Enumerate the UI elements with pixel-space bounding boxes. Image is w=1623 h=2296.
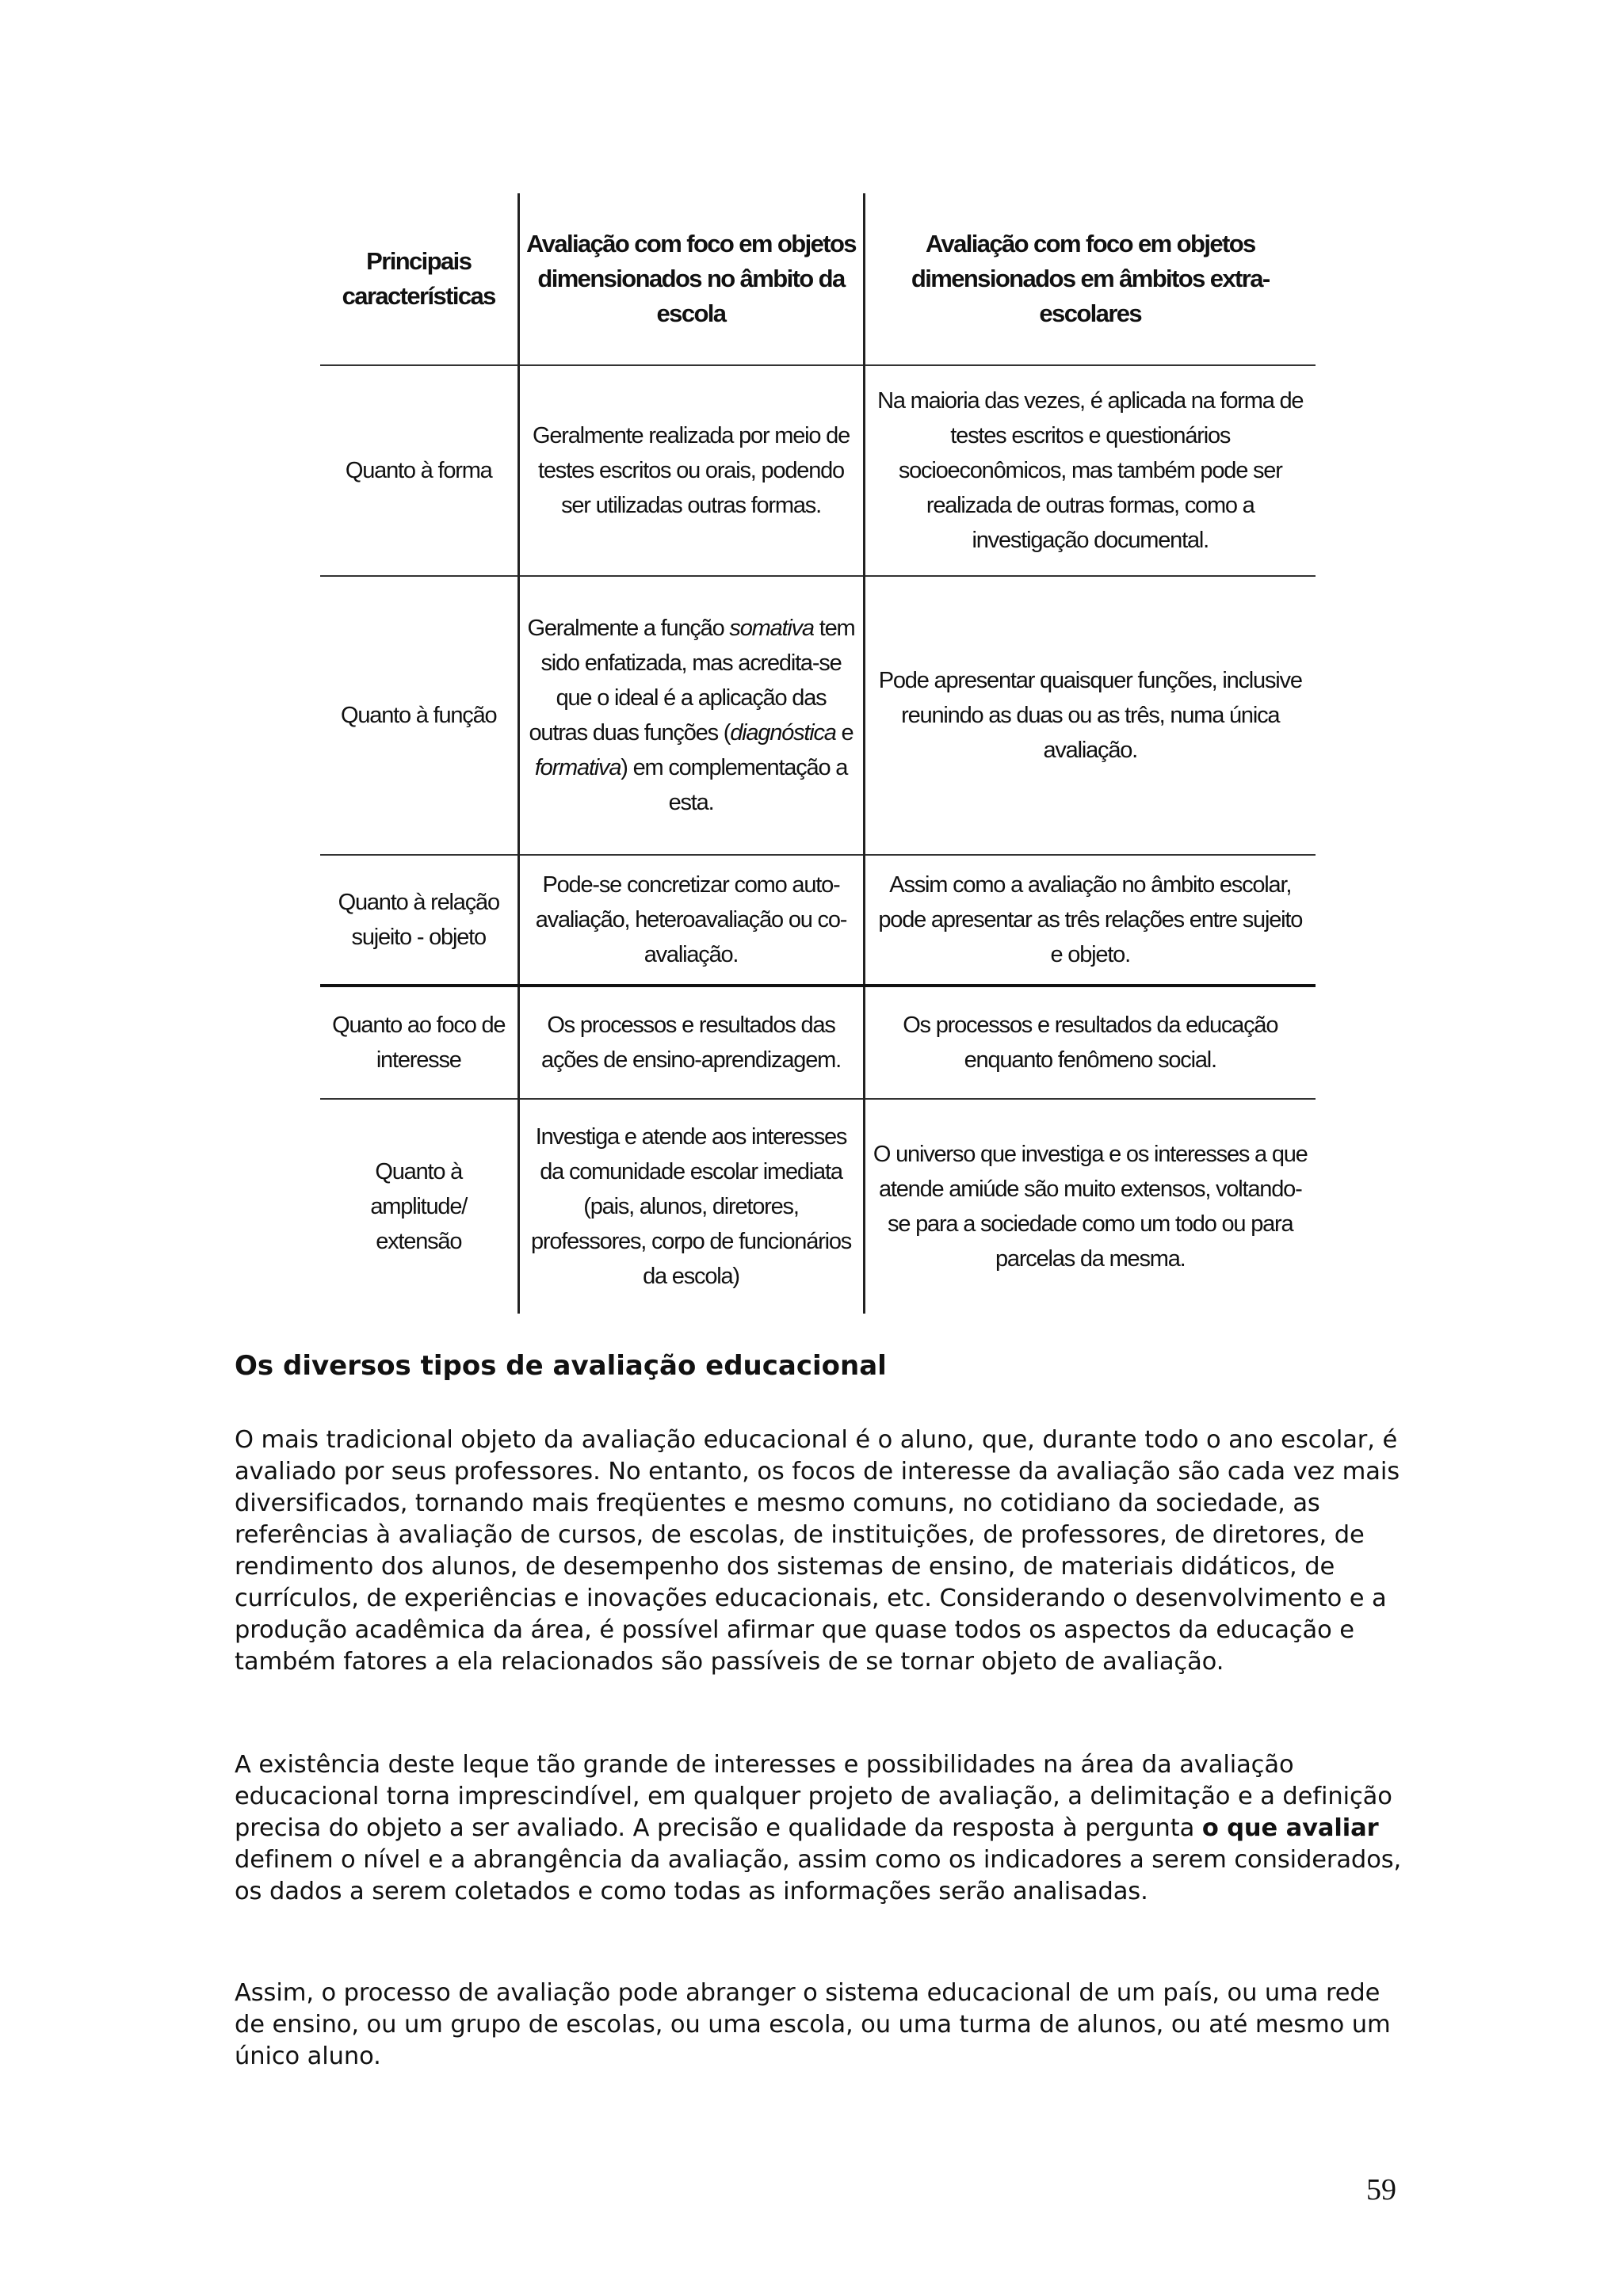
cell-text: e: [835, 720, 854, 746]
row-label: Quanto ao foco de interesse: [332, 1013, 506, 1073]
cell-school: Os processos e resultados das ações de ensino-aprendizagem.: [518, 986, 864, 1099]
italic-term: diagnóstica: [730, 720, 836, 746]
cell-text: tem sido enfatizada, mas acredita-se que o ideal é a aplicação das outras duas funções (: [529, 616, 855, 746]
cell-school: [518, 576, 864, 855]
table-row: [320, 1099, 1316, 1314]
row-label: Quanto à função: [341, 703, 497, 728]
paragraph-text: A existência deste leque tão grande de interesses e possibilidades na área da avaliação educacional torna imprescindível, em qualquer projeto de avaliação, a delimitação e a definição precisa do objeto a ser avaliado. A precisão e qualidade da resposta à pergunta: [235, 1751, 1392, 1842]
cell-extra-school: Assim como a avaliação no âmbito escolar, pode apresentar as três relações entre sujeito e objeto.: [864, 855, 1316, 986]
bold-phrase: o que avaliar: [1201, 1814, 1379, 1842]
italic-term: formativa: [534, 755, 621, 780]
cell-extra-school: Pode apresentar quaisquer funções, inclusive reunindo as duas ou as três, numa única avaliação.: [864, 576, 1316, 855]
paragraph-3: Assim, o processo de avaliação pode abranger o sistema educacional de um país, ou uma rede de ensino, ou um grupo de escolas, ou uma escola, ou uma turma de alunos, ou até mesmo um único aluno.: [235, 1979, 1391, 2070]
header-school-scope: Avaliação com foco em objetos dimensionados no âmbito da escola: [518, 193, 864, 365]
table-row: [320, 986, 1316, 1099]
table-row: [320, 576, 1316, 855]
cell-extra-school: O universo que investiga e os interesses a que atende amiúde são muito extensos, voltando-se para a sociedade como um todo ou para parcelas da mesma.: [864, 1099, 1316, 1314]
paragraph-1: O mais tradicional objeto da avaliação educacional é o aluno, que, durante todo o ano escolar, é avaliado por seus professores. No entanto, os focos de interesse da avaliação são cada vez mais diversificados, tornando mais freqüentes e mesmo comuns, no cotidiano da sociedade, as referências à avaliação de cursos, de escolas, de instituições, de professores, de diretores, de rendimento dos alunos, de desempenho dos sistemas de ensino, de materiais didáticos, de currículos, de experiências e inovações educacionais, etc. Considerando o desenvolvimento e a produção acadêmica da área, é possível afirmar que quase todos os aspectos da educação e também fatores a ela relacionados são passíveis de se tornar objeto de avaliação.: [235, 1426, 1400, 1676]
cell-school: Geralmente realizada por meio de testes escritos ou orais, podendo ser utilizadas outras formas.: [518, 365, 864, 576]
cell-school: Investiga e atende aos interesses da comunidade escolar imediata (pais, alunos, diretores, professores, corpo de funcionários da escola): [518, 1099, 864, 1314]
header-main-characteristics: Principais características: [342, 247, 495, 310]
table-row: [320, 365, 1316, 576]
cell-school: Pode-se concretizar como auto-avaliação, heteroavaliação ou co-avaliação.: [518, 855, 864, 986]
cell-text: Geralmente a função: [527, 616, 730, 641]
header-extra-school-scope: Avaliação com foco em objetos dimensionados em âmbitos extra-escolares: [864, 193, 1316, 365]
cell-text: ) em complementação a esta.: [621, 755, 848, 815]
row-label: Quanto à amplitude/ extensão: [370, 1159, 468, 1254]
paragraph-text: definem o nível e a abrangência da avaliação, assim como os indicadores a serem considerados, os dados a serem coletados e como todas as informações serão analisadas.: [235, 1846, 1402, 1905]
italic-term: somativa: [729, 616, 814, 641]
table-row: [320, 855, 1316, 986]
row-label: Quanto à relação sujeito - objeto: [338, 890, 499, 950]
paragraph-2: [235, 1749, 1407, 1908]
cell-extra-school: Na maioria das vezes, é aplicada na forma de testes escritos e questionários socioeconômicos, mas também pode ser realizada de outras formas, como a investigação documental.: [864, 365, 1316, 576]
page-number: 59: [1366, 2173, 1396, 2206]
row-label: Quanto à forma: [345, 458, 492, 483]
table-header-row: [320, 193, 1316, 365]
section-heading: Os diversos tipos de avaliação educacional: [235, 1350, 887, 1382]
cell-extra-school: Os processos e resultados da educação enquanto fenômeno social.: [864, 986, 1316, 1099]
characteristics-table: [320, 193, 1316, 1314]
